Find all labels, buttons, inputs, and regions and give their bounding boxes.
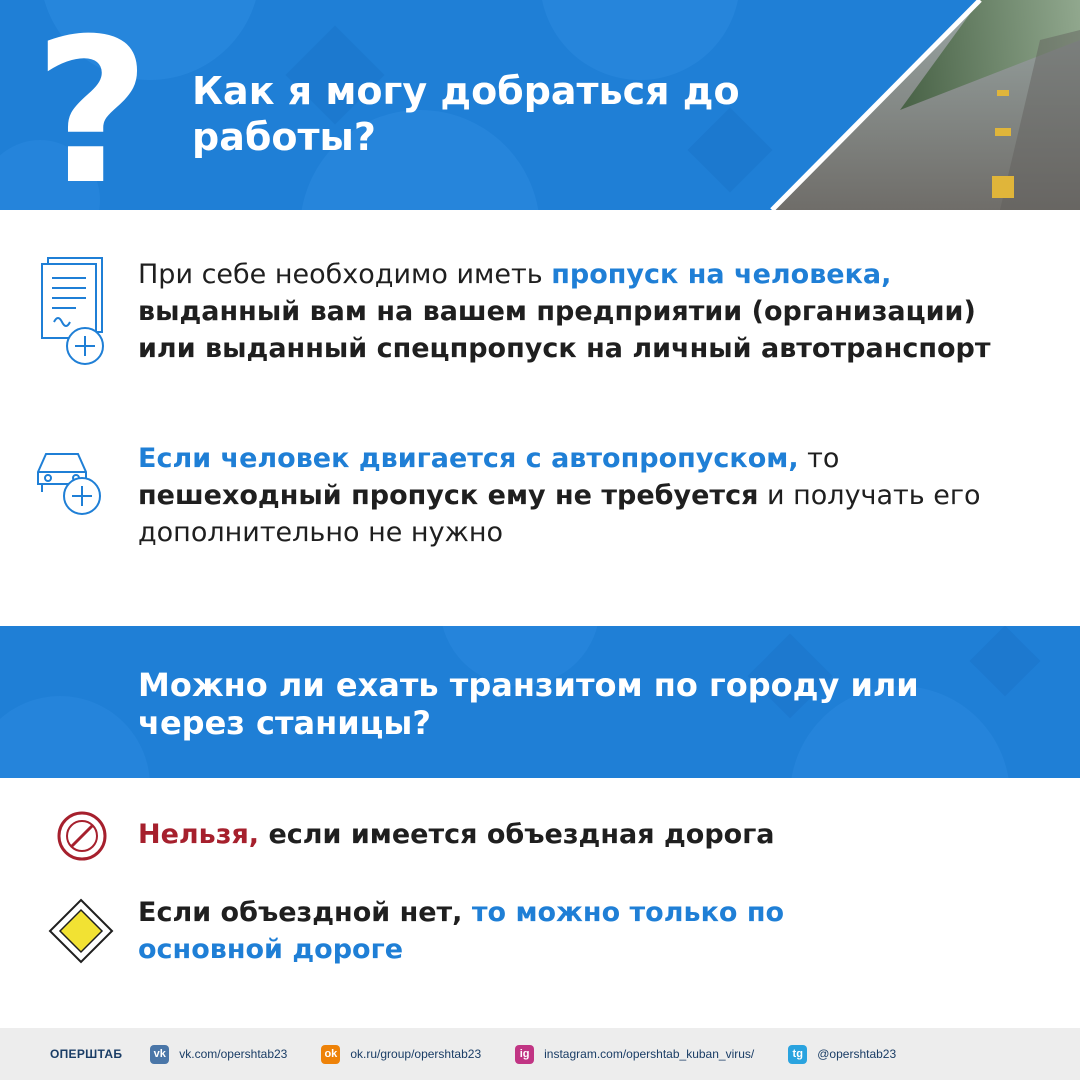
footer-link-text: vk.com/opershtab23 [179,1047,288,1061]
instagram-icon: ig [515,1045,534,1064]
footer [0,1028,1080,1080]
header-banner [0,0,1080,210]
footer-link-instagram[interactable] [515,1045,754,1064]
telegram-icon: tg [788,1045,807,1064]
text-normal: При себе необходимо иметь [138,259,552,290]
text-bold: если имеется объездная дорога [259,819,775,850]
text-normal: и получать его дополнительно не нужно [138,480,981,548]
page-title: Как я могу добраться до работы? [192,69,740,159]
footer-link-text: ok.ru/group/opershtab23 [350,1047,482,1061]
section-title: Можно ли ехать транзитом по городу или через станицы? [138,666,919,742]
info-text-pass [138,256,1018,367]
footer-link-telegram[interactable] [788,1045,896,1064]
rule-text-prohibited [138,816,1018,853]
priority-road-sign-icon [48,898,114,964]
rule-text-main-road [138,894,838,968]
text-red: Нельзя, [138,819,260,850]
text-normal: то [798,443,840,474]
info-text-car-pass [138,440,1018,551]
document-plus-icon [40,256,106,374]
footer-link-vk[interactable] [150,1045,287,1064]
text-highlight: то можно только по основной дороге [138,897,785,965]
footer-link-text: @opershtab23 [817,1047,897,1061]
question-mark-icon: ? [34,0,151,210]
odnoklassniki-icon: ok [321,1045,340,1064]
transit-question-band [0,626,1080,778]
car-plus-icon [32,440,106,520]
text-bold: выданный вам на вашем предприятии (организации) или выданный спецпропуск на личный автотранспорт [138,296,991,364]
vk-icon: vk [150,1045,169,1064]
footer-link-text: instagram.com/opershtab_kuban_virus/ [544,1047,755,1061]
text-highlight: пропуск на человека, [551,259,892,290]
text-bold: Если объездной нет, [138,897,472,928]
text-bold: пешеходный пропуск ему не требуется [138,480,759,511]
footer-link-ok[interactable] [321,1045,481,1064]
prohibited-sign-icon [56,810,108,862]
footer-brand: ОПЕРШТАБ [50,1047,123,1061]
text-highlight: Если человек двигается с автопропуском, [138,443,799,474]
